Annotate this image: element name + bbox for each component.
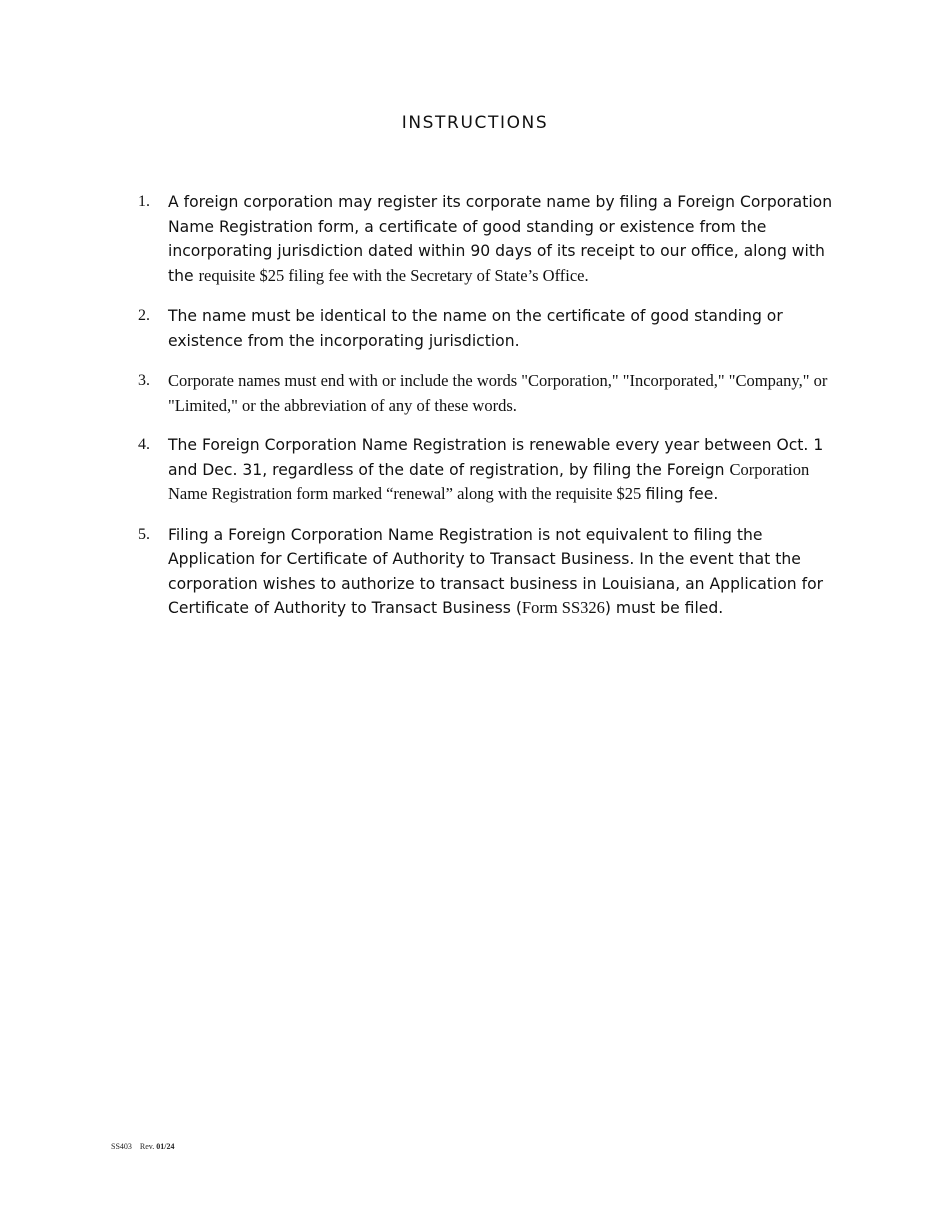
item-text-serif: requisite $25 filing fee with the Secretary of State’s Office. — [198, 265, 589, 285]
instruction-item-4 — [138, 433, 838, 507]
item-text-serif: Corporation Name Registration form marked “renewal” along with the requisite $25 — [168, 459, 810, 503]
item-number: 1. — [138, 193, 150, 210]
form-footer — [111, 1142, 175, 1151]
instruction-item-1 — [138, 190, 838, 288]
instruction-item-3 — [138, 369, 838, 418]
item-text: ) must be filed. — [604, 599, 724, 617]
item-text: Filing a Foreign Corporation Name Registration is not equivalent to filing the Application for Certificate of Authority to Transact Business. In the event that the corporation wishes to authorize to transact business in Louisiana, an Application for Certificate of Authority to Transact Business ( — [168, 525, 824, 617]
item-number: 4. — [138, 436, 150, 453]
item-text: filing fee. — [645, 485, 719, 503]
document-title: INSTRUCTIONS — [401, 113, 549, 133]
revision-label: Rev. — [139, 1142, 155, 1151]
instruction-item-2 — [138, 304, 838, 353]
item-text-serif: Corporate names must end with or include the words "Corporation," "Incorporated," "Company," or "Limited," or the abbreviation of any of these words. — [168, 371, 828, 415]
item-text: A foreign corporation may register its corporate name by filing a Foreign Corporation Name Registration form, a certificate of good standing or existence from the incorporating jurisdiction dated within 90 days of its receipt to our office, along with the — [168, 193, 833, 285]
revision-date: 01/24 — [156, 1142, 175, 1151]
item-text: The Foreign Corporation Name Registration is renewable every year between Oct. 1 and Dec. 31, regardless of the date of registration, by filing the Foreign — [168, 436, 824, 479]
item-number: 3. — [138, 372, 150, 389]
instruction-item-5 — [138, 523, 838, 621]
item-number: 5. — [138, 525, 150, 543]
form-code: SS403 — [111, 1142, 132, 1151]
instruction-list — [138, 190, 838, 621]
item-text-serif: Form SS326 — [521, 598, 605, 617]
item-number: 2. — [138, 307, 150, 324]
item-text: The name must be identical to the name on the certificate of good standing or existence from the incorporating jurisdiction. — [168, 307, 783, 350]
